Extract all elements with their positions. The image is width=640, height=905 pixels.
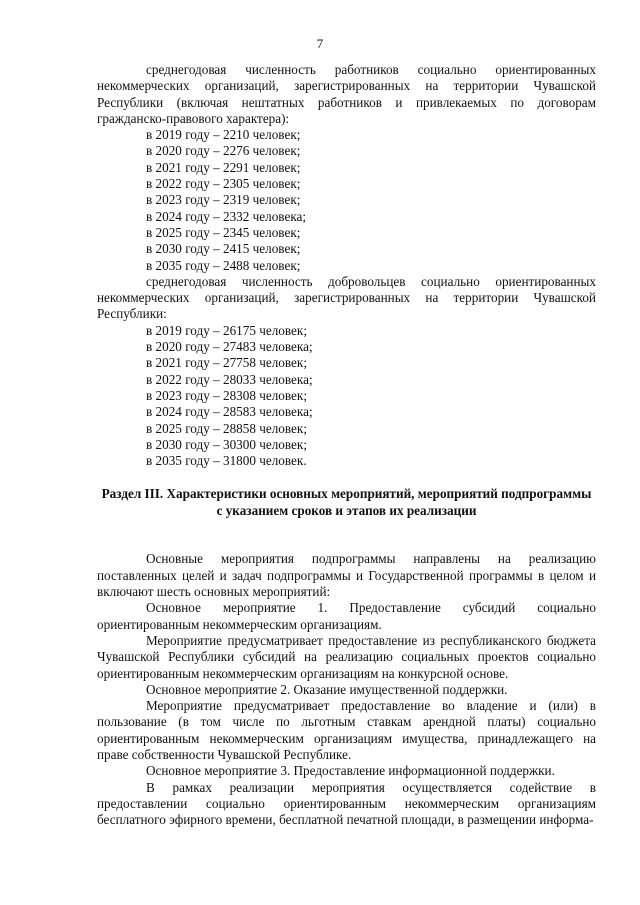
list-item: в 2021 году – 27758 человек; bbox=[146, 355, 307, 371]
paragraph: Мероприятие предусматривает предоставление во владение и (или) в пользование (в том числе по льготным ставкам арендной платы) социально ориентированным некоммерческим организациям имущества, принадлежащего на праве собственности Чувашской Республике. bbox=[97, 698, 596, 762]
list-item: в 2020 году – 27483 человека; bbox=[146, 339, 313, 355]
list-item: в 2019 году – 2210 человек; bbox=[146, 127, 301, 143]
paragraph: Основное мероприятие 1. Предоставление субсидий социально ориентированным некоммерческим организациям. bbox=[97, 600, 596, 632]
list-item: в 2035 году – 31800 человек. bbox=[146, 453, 307, 469]
paragraph-workers-intro: среднегодовая численность работников социально ориентированных некоммерческих организаций, зарегистрированных на территории Чувашской Республики (включая нештатных работников и привлекаемых по договорам гражданско-правового характера): bbox=[97, 62, 596, 126]
paragraph: Основные мероприятия подпрограммы направлены на реализацию поставленных целей и задач подпрограммы и Государственной программы в целом и включают шесть основных мероприятий: bbox=[97, 551, 596, 600]
workers-list bbox=[97, 127, 596, 274]
section-heading: Раздел III. Характеристики основных мероприятий, мероприятий подпрограммы с указанием сроков и этапов их реализации bbox=[101, 486, 592, 518]
list-item: в 2022 году – 2305 человек; bbox=[146, 176, 301, 192]
list-item: в 2022 году – 28033 человека; bbox=[146, 371, 313, 387]
paragraph-volunteers-intro: среднегодовая численность добровольцев социально ориентированных некоммерческих организаций, зарегистрированных на территории Чувашской Республики: bbox=[97, 273, 596, 322]
paragraph: Мероприятие предусматривает предоставление из республиканского бюджета Чувашской Республики субсидий на реализацию социальных проектов социально ориентированным некоммерческим организациям на конкурсной основе. bbox=[97, 632, 596, 681]
volunteers-list bbox=[97, 323, 596, 470]
list-item: в 2019 году – 26175 человек; bbox=[146, 322, 307, 338]
list-item: в 2035 году – 2488 человек; bbox=[146, 257, 301, 273]
list-item: в 2024 году – 2332 человека; bbox=[146, 208, 307, 224]
list-item: в 2025 году – 28858 человек; bbox=[146, 420, 307, 436]
paragraph: Основное мероприятие 3. Предоставление информационной поддержки. bbox=[146, 763, 555, 779]
list-item: в 2024 году – 28583 человека; bbox=[146, 404, 313, 420]
list-item: в 2025 году – 2345 человек; bbox=[146, 224, 301, 240]
page-number: 7 bbox=[316, 36, 324, 51]
list-item: в 2021 году – 2291 человек; bbox=[146, 159, 301, 175]
paragraph: Основное мероприятие 2. Оказание имущественной поддержки. bbox=[146, 681, 508, 697]
page-body bbox=[97, 62, 596, 828]
list-item: в 2023 году – 2319 человек; bbox=[146, 192, 301, 208]
list-item: в 2030 году – 2415 человек; bbox=[146, 241, 301, 257]
paragraph: В рамках реализации мероприятия осуществляется содействие в предоставлении социально ориентированным некоммерческим организациям бесплатного эфирного времени, бесплатной печатной площади, в размещении информа- bbox=[97, 779, 596, 828]
list-item: в 2020 году – 2276 человек; bbox=[146, 143, 301, 159]
list-item: в 2023 году – 28308 человек; bbox=[146, 387, 307, 403]
list-item: в 2030 году – 30300 человек; bbox=[146, 436, 307, 452]
